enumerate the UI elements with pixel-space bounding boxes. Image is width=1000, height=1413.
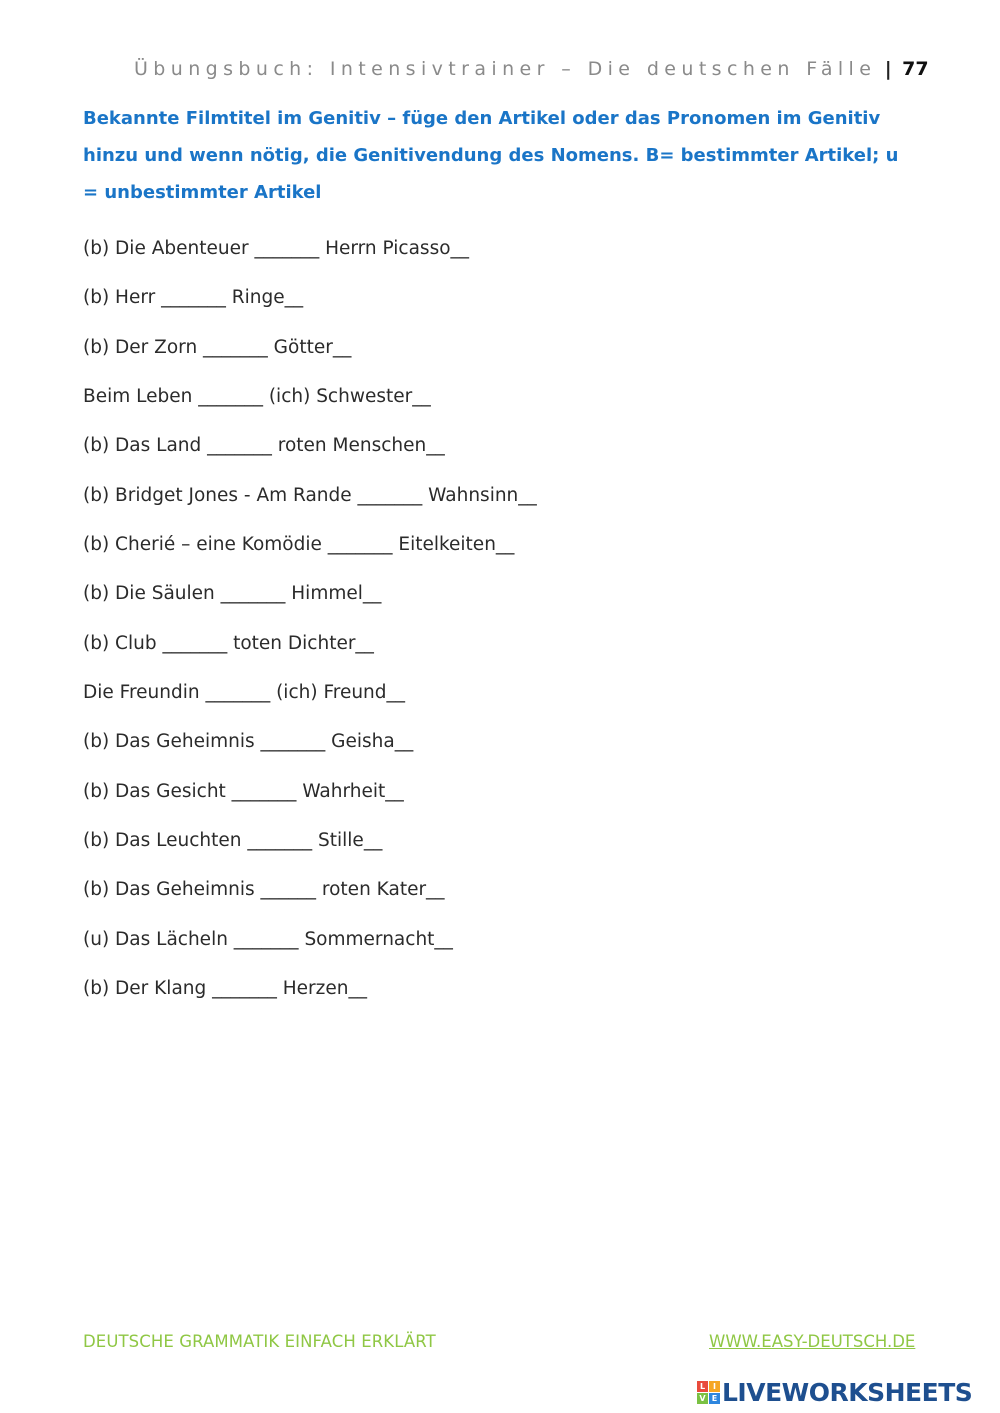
exercise-item: (b) Die Säulen _______ Himmel__	[83, 583, 382, 605]
exercise-item: (b) Bridget Jones - Am Rande _______ Wahnsinn__	[83, 484, 537, 506]
exercise-item: (b) Der Zorn _______ Götter__	[83, 336, 352, 358]
exercise-item: (b) Das Land _______ roten Menschen__	[83, 435, 445, 457]
exercise-item: (u) Das Lächeln _______ Sommernacht__	[83, 928, 453, 950]
book-title: Übungsbuch: Intensivtrainer – Die deutschen Fälle	[134, 58, 877, 80]
badge-letter: V	[697, 1393, 708, 1404]
exercise-item: (b) Das Leuchten _______ Stille__	[83, 830, 383, 852]
exercise-item: (b) Die Abenteuer _______ Herrn Picasso__	[83, 238, 470, 259]
footer-website-link[interactable]: WWW.EASY-DEUTSCH.DE	[709, 1332, 916, 1351]
exercise-item: (b) Das Geheimnis ______ roten Kater__	[83, 879, 445, 901]
liveworksheets-badge-icon	[697, 1381, 720, 1404]
liveworksheets-logo[interactable]	[697, 1377, 972, 1407]
header-separator: |	[884, 58, 892, 80]
badge-letter: E	[709, 1393, 720, 1404]
badge-letter: I	[709, 1381, 720, 1392]
exercise-item: (b) Club _______ toten Dichter__	[83, 632, 374, 654]
footer-tagline: DEUTSCHE GRAMMATIK EINFACH ERKLÄRT	[83, 1332, 436, 1351]
exercise-item: Beim Leben _______ (ich) Schwester__	[83, 386, 431, 408]
exercise-item: (b) Das Geheimnis _______ Geisha__	[83, 731, 414, 753]
exercise-list	[83, 232, 903, 1022]
exercise-item: (b) Das Gesicht _______ Wahrheit__	[83, 780, 404, 802]
exercise-item: Die Freundin _______ (ich) Freund__	[83, 682, 406, 704]
liveworksheets-wordmark: LIVEWORKSHEETS	[722, 1377, 973, 1407]
exercise-item: (b) Cherié – eine Komödie _______ Eitelkeiten__	[83, 534, 515, 556]
exercise-instruction: Bekannte Filmtitel im Genitiv – füge den Artikel oder das Pronomen im Genitiv hinzu und wenn nötig, die Genitivendung des Nomens. B= bestimmter Artikel; u = unbestimmter Artikel	[83, 108, 899, 203]
page-header	[134, 58, 934, 88]
exercise-item: (b) Der Klang _______ Herzen__	[83, 978, 367, 1000]
badge-letter: L	[697, 1381, 708, 1392]
page-number: 77	[902, 58, 929, 80]
exercise-item: (b) Herr _______ Ringe__	[83, 287, 304, 309]
